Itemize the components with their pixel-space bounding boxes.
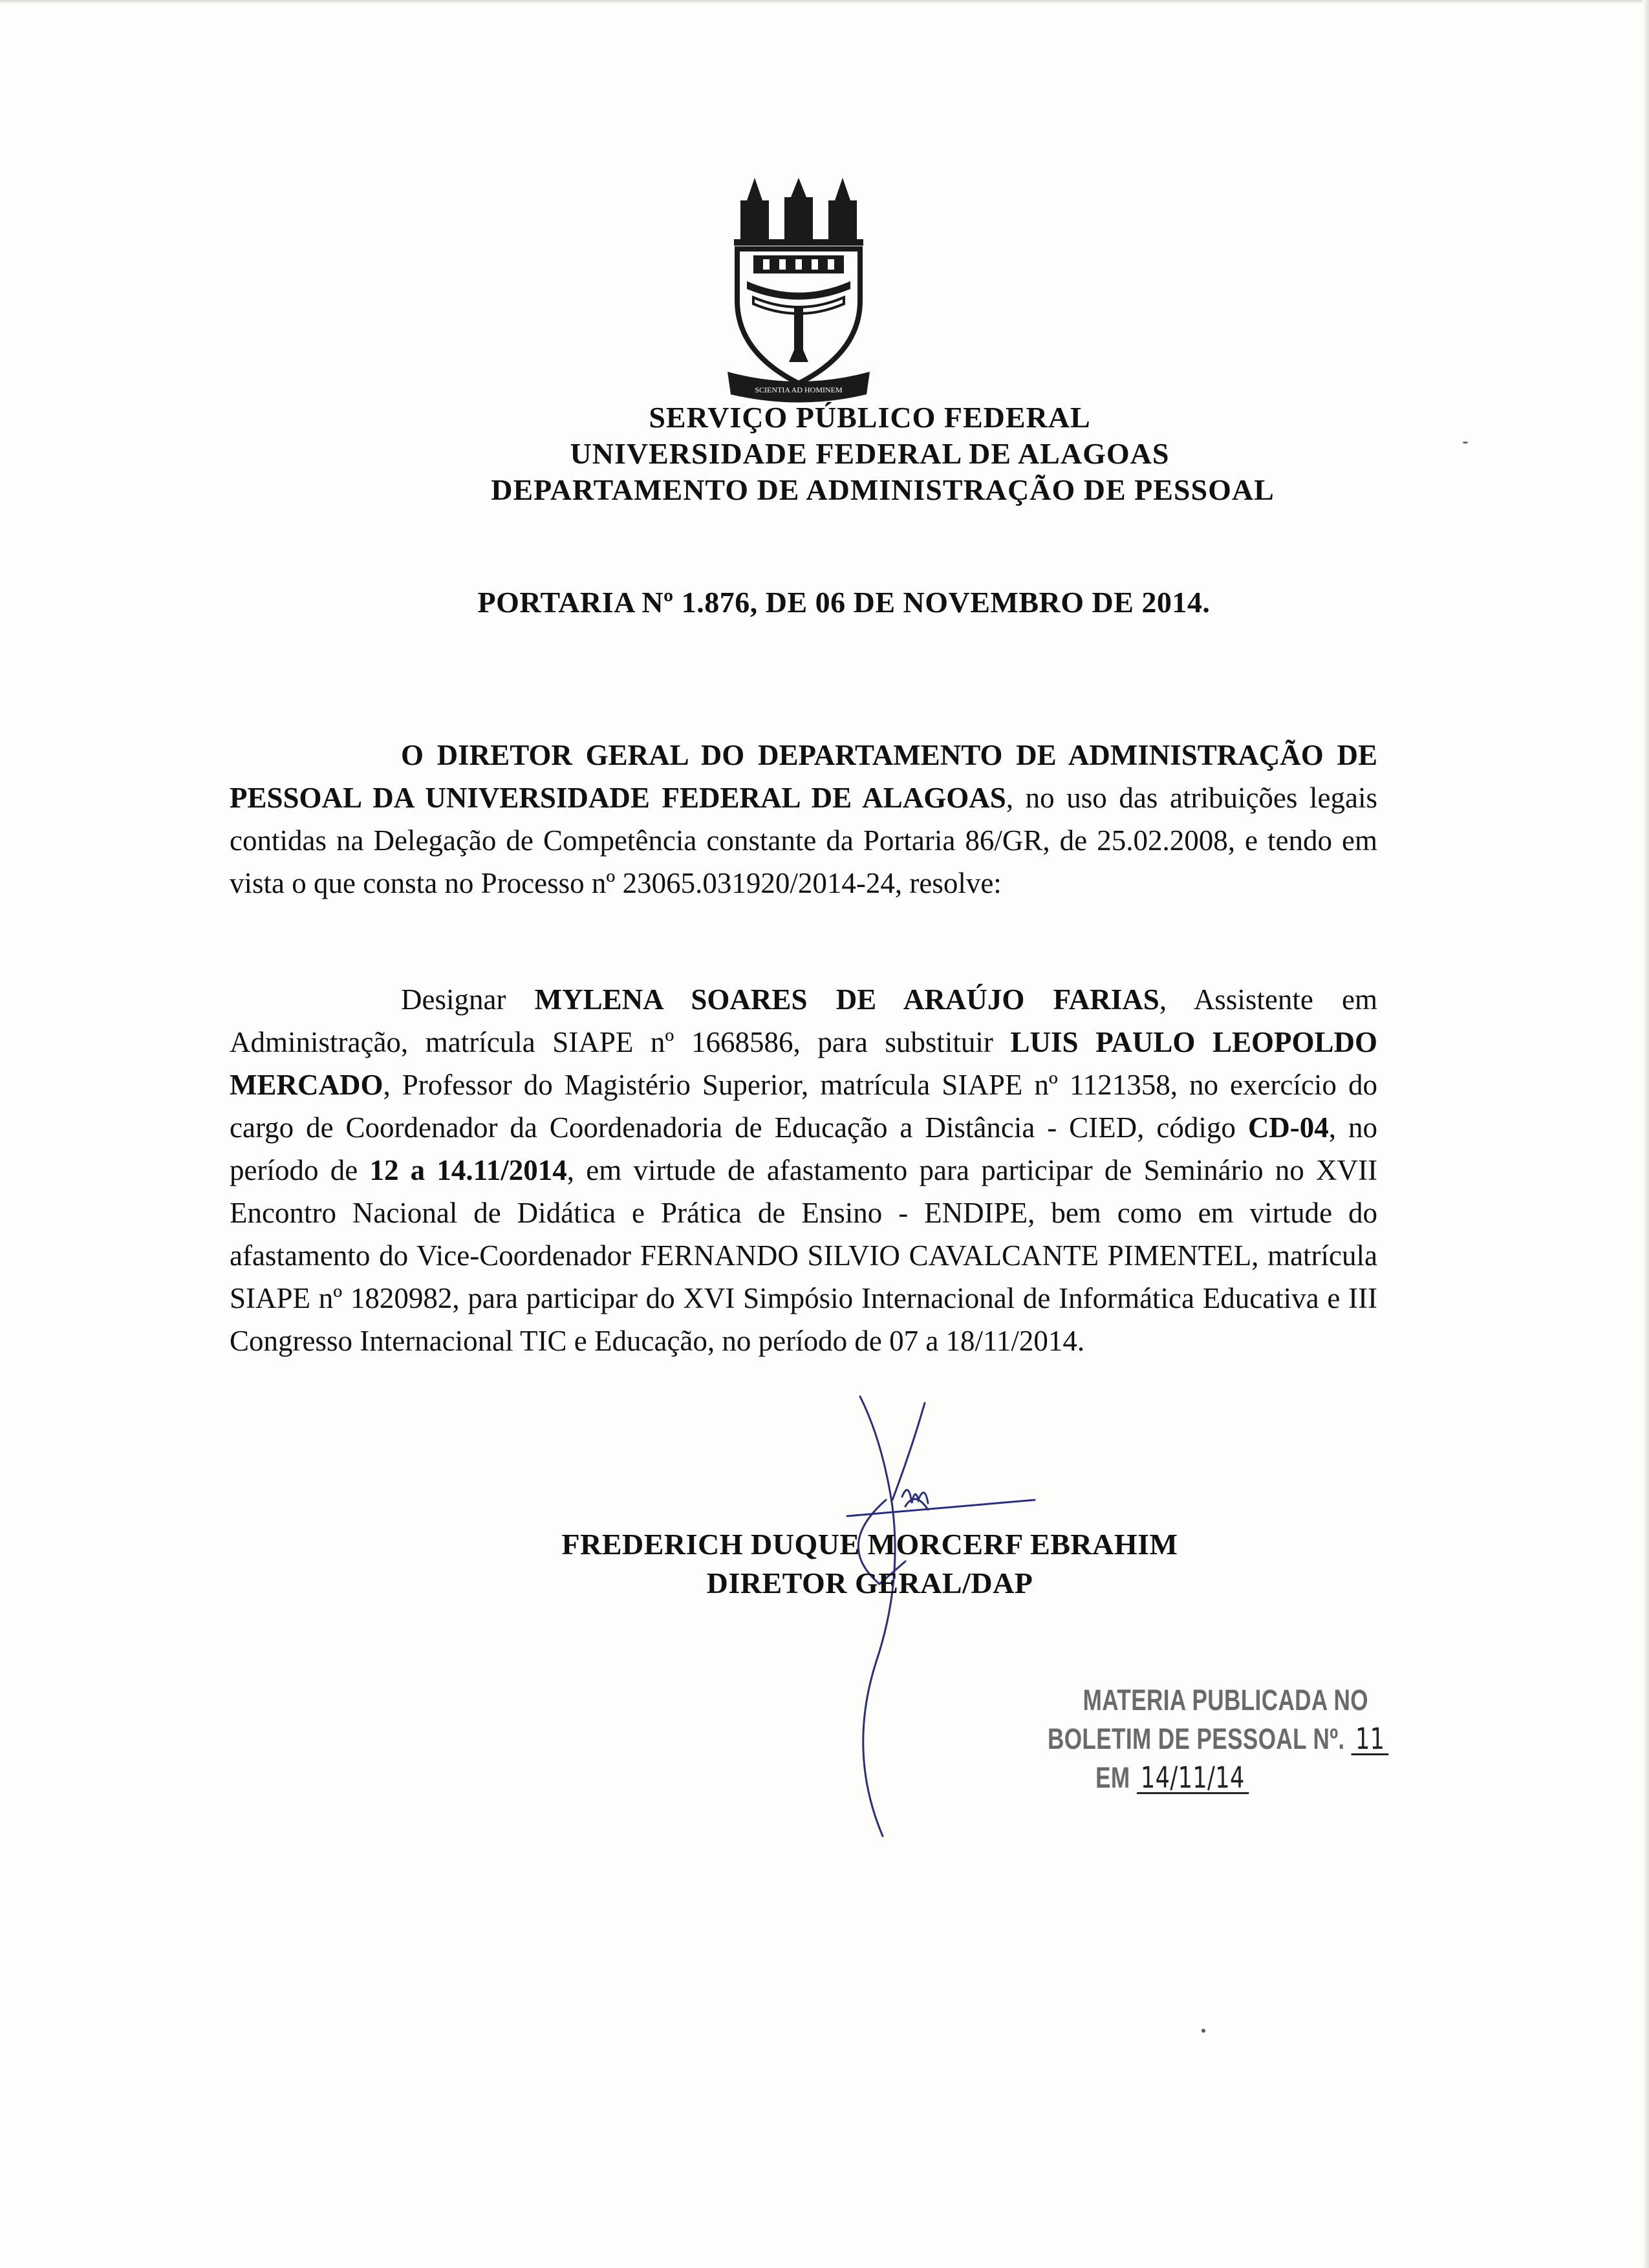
signatory-name xyxy=(0,1527,1649,1561)
resolution-text-1: Designar xyxy=(401,983,535,1016)
resolution-text-4: , no período de xyxy=(230,1111,1377,1186)
stamp-line-3 xyxy=(1095,1759,1330,1797)
designee-name: MYLENA SOARES DE ARAÚJO FARIAS xyxy=(534,983,1159,1016)
header-line-department: DEPARTAMENTO DE ADMINISTRAÇÃO DE PESSOAL xyxy=(491,473,1275,506)
stamp-line-1: MATERIA PUBLICADA NO xyxy=(1083,1684,1368,1717)
page-edge-top xyxy=(0,0,1649,4)
stamp-bulletin-number: 11 xyxy=(1352,1725,1389,1755)
scan-speck xyxy=(1463,442,1468,444)
position-code: CD-04 xyxy=(1247,1111,1329,1144)
crest-motto: SCIENTIA AD HOMINEM xyxy=(755,385,843,394)
header-line-service: SERVIÇO PÚBLICO FEDERAL xyxy=(649,401,1091,434)
scan-speck xyxy=(1202,2029,1205,2033)
header-line-university: UNIVERSIDADE FEDERAL DE ALAGOAS xyxy=(570,437,1170,470)
resolution-paragraph xyxy=(230,978,1377,1362)
signatory-title-text: DIRETOR GERAL/DAP xyxy=(706,1567,1033,1599)
resolution-text-2: , Assistente em Administração, matrícula SIAPE nº 1668586, para substituir xyxy=(230,983,1377,1058)
stamp-bulletin-label: BOLETIM DE PESSOAL Nº. xyxy=(1048,1722,1345,1755)
substitution-period: 12 a 14.11/2014 xyxy=(369,1154,567,1186)
resolution-text-5: , em virtude de afastamento para participar de Seminário no XVII Encontro Nacional de Didática e Prática de Ensino - ENDIPE, bem como em virtude do afastamento do Vice-Coordenador FERNANDO SILVIO CAVALCANTE PIMENTEL, matrícula SIAPE nº 1820982, para participar do XVI Simpósio Internacional de Informática Educativa e III Congresso Internacional TIC e Educação, no período de 07 a 18/11/2014. xyxy=(230,1154,1378,1357)
preamble-lead: O DIRETOR GERAL DO DEPARTAMENTO DE ADMINISTRAÇÃO DE PESSOAL DA UNIVERSIDADE FEDERAL DE ALAGOAS xyxy=(230,739,1377,814)
signatory-name-text: FREDERICH DUQUE MORCERF EBRAHIM xyxy=(561,1528,1178,1561)
stamp-line-2 xyxy=(1048,1720,1385,1759)
signatory-title xyxy=(0,1566,1649,1600)
publication-stamp xyxy=(1048,1681,1385,1797)
preamble-body: , no uso das atribuições legais contidas na Delegação de Competência constante da Portaria 86/GR, de 25.02.2008, e tendo em vista o que consta no Processo nº 23065.031920/2014-24, resolve: xyxy=(230,782,1377,899)
portaria-title xyxy=(0,585,1649,619)
stamp-date-label: EM xyxy=(1095,1761,1130,1794)
substituted-name: LUIS PAULO LEOPOLDO MERCADO xyxy=(230,1026,1377,1101)
page-edge-right xyxy=(1643,0,1649,2268)
university-crest-icon xyxy=(727,178,870,411)
document-header xyxy=(0,400,1649,508)
resolution-text-3: , Professor do Magistério Superior, matrícula SIAPE nº 1121358, no exercício do cargo de Coordenador da Coordenadoria de Educação a Distância - CIED, código xyxy=(230,1069,1377,1144)
preamble-paragraph xyxy=(230,734,1377,904)
stamp-date-value: 14/11/14 xyxy=(1137,1764,1249,1794)
portaria-title-text: PORTARIA Nº 1.876, DE 06 DE NOVEMBRO DE 2014. xyxy=(477,586,1211,619)
